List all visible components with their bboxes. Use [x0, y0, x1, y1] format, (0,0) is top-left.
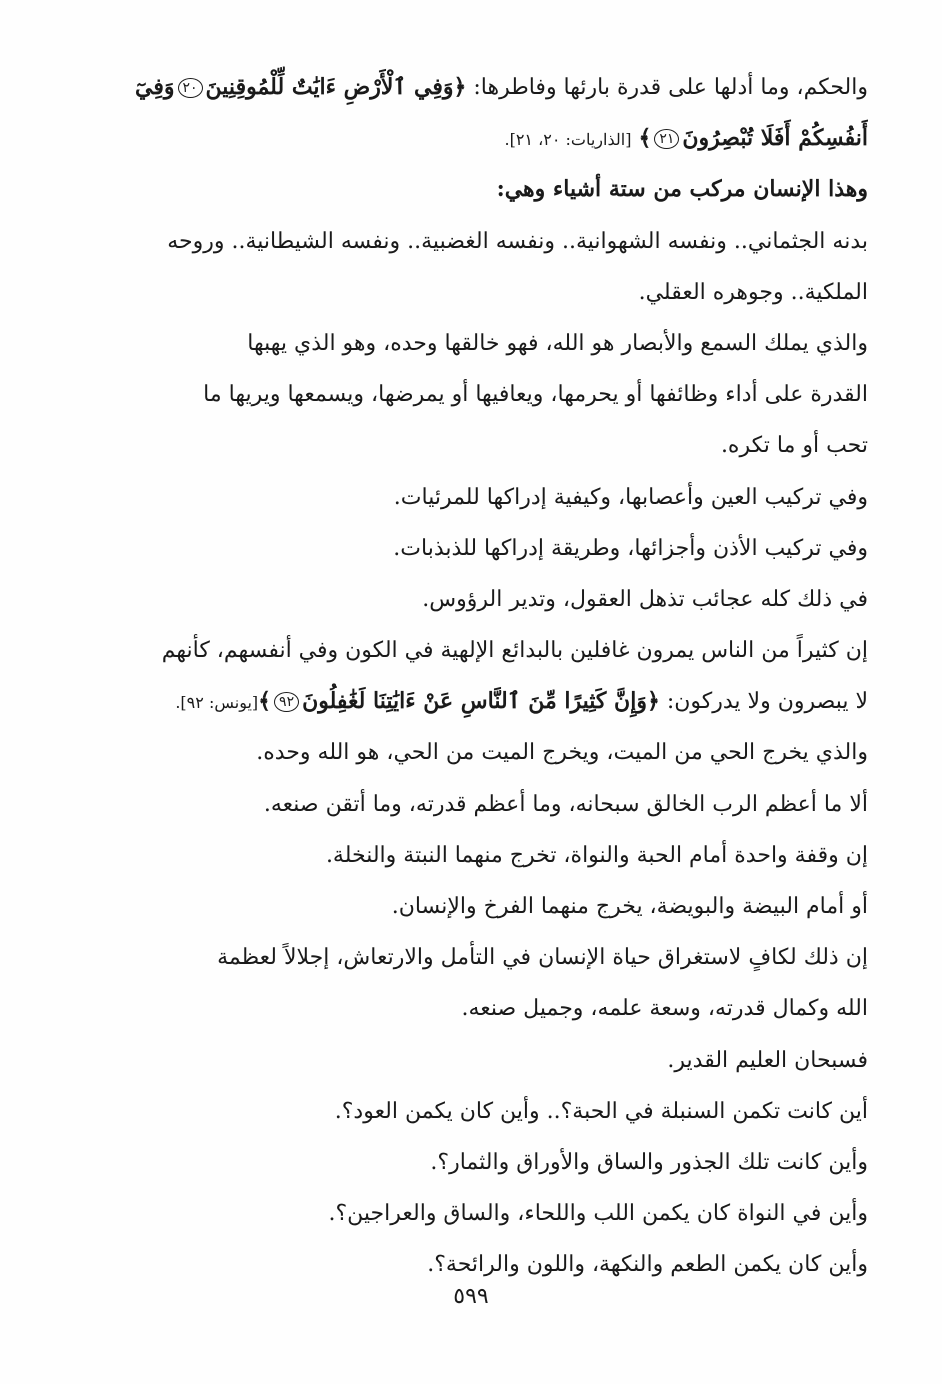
quran-bracket: ﴾ — [258, 688, 272, 715]
verse-reference: [الذاريات: ٢٠، ٢١]. — [504, 130, 632, 150]
text-line: إن ذلك لكافٍ لاستغراق حياة الإنسان في التأمل والارتعاش، إجلالاً لعظمة — [217, 945, 868, 971]
text-line: الملكية.. وجوهره العقلي. — [638, 279, 868, 305]
text-line: الله وكمال قدرته، وسعة علمه، وجميل صنعه. — [461, 996, 868, 1022]
text-line: القدرة على أداء وظائفها أو يحرمها، ويعافيها أو يمرضها، ويسمعها ويريها ما — [203, 382, 868, 408]
verse-reference: [يونس: ٩٢]. — [175, 693, 259, 713]
text-line — [98, 62, 868, 113]
quran-verse: ﴿وَإِنَّ كَثِيرًا مِّنَ ٱلنَّاسِ عَنْ ءَايَٰتِنَا لَغَٰفِلُونَ — [302, 688, 660, 715]
text-span: لا يبصرون ولا يدركون: — [659, 689, 868, 715]
quran-bracket: ﴾ — [638, 125, 652, 152]
text-line: أين كانت تكمن السنبلة في الحبة؟.. وأين كان يكمن العود؟. — [334, 1098, 868, 1124]
text-line: فسبحان العليم القدير. — [667, 1047, 868, 1073]
ayah-number-marker: ٢٠ — [178, 78, 203, 98]
text-span: والحكم، وما أدلها على قدرة بارئها وفاطرها: — [466, 75, 868, 100]
text-line: وفي تركيب العين وأعصابها، وكيفية إدراكها للمرئيات. — [393, 484, 868, 510]
text-line: والذي يملك السمع والأبصار هو الله، فهو خالقها وحده، وهو الذي يهبها — [247, 330, 868, 356]
quran-verse: أَنفُسِكُمْ أَفَلَا تُبْصِرُونَ — [682, 125, 868, 152]
text-line: والذي يخرج الحي من الميت، ويخرج الميت من الحي، هو الله وحده. — [256, 740, 868, 766]
text-line: وفي تركيب الأذن وأجزائها، وطريقة إدراكها للذبذبات. — [393, 535, 868, 561]
section-heading: وهذا الإنسان مركب من ستة أشياء وهي: — [496, 176, 868, 203]
text-line — [98, 113, 868, 164]
text-line: بدنه الجثماني.. ونفسه الشهوانية.. ونفسه الغضبية.. ونفسه الشيطانية.. وروحه — [167, 228, 868, 254]
ayah-number-marker: ٢١ — [654, 129, 679, 149]
text-line: ألا ما أعظم الرب الخالق سبحانه، وما أعظم قدرته، وما أتقن صنعه. — [263, 791, 868, 817]
page-body-text — [98, 62, 868, 1291]
text-line: في ذلك كله عجائب تذهل العقول، وتدير الرؤوس. — [422, 586, 868, 612]
text-line: تحب أو ما تكره. — [720, 433, 868, 459]
page-number: ٥٩٩ — [453, 1284, 489, 1309]
text-line: إن وقفة واحدة أمام الحبة والنواة، تخرج منهما النبتة والنخلة. — [325, 842, 868, 868]
quran-verse: وَفِيٓ — [135, 74, 175, 100]
ayah-number-marker: ٩٢ — [274, 692, 299, 712]
text-line — [98, 676, 868, 727]
text-line: أو أمام البيضة والبويضة، يخرج منهما الفرخ والإنسان. — [391, 894, 868, 919]
text-line: وأين في النواة كان يكمن اللب واللحاء، والساق والعراجين؟. — [328, 1201, 868, 1227]
text-line: إن كثيراً من الناس يمرون غافلين بالبدائع الإلهية في الكون وفي أنفسهم، كأنهم — [161, 638, 868, 664]
text-line: وأين كان يكمن الطعم والنكهة، واللون والرائحة؟. — [427, 1252, 868, 1278]
text-line: وأين كانت تلك الجذور والساق والأوراق والثمار؟. — [430, 1149, 868, 1175]
quran-verse: ﴿وَفِي ٱلْأَرْضِ ءَايَٰتٌ لِّلْمُوقِنِينَ — [205, 74, 467, 100]
